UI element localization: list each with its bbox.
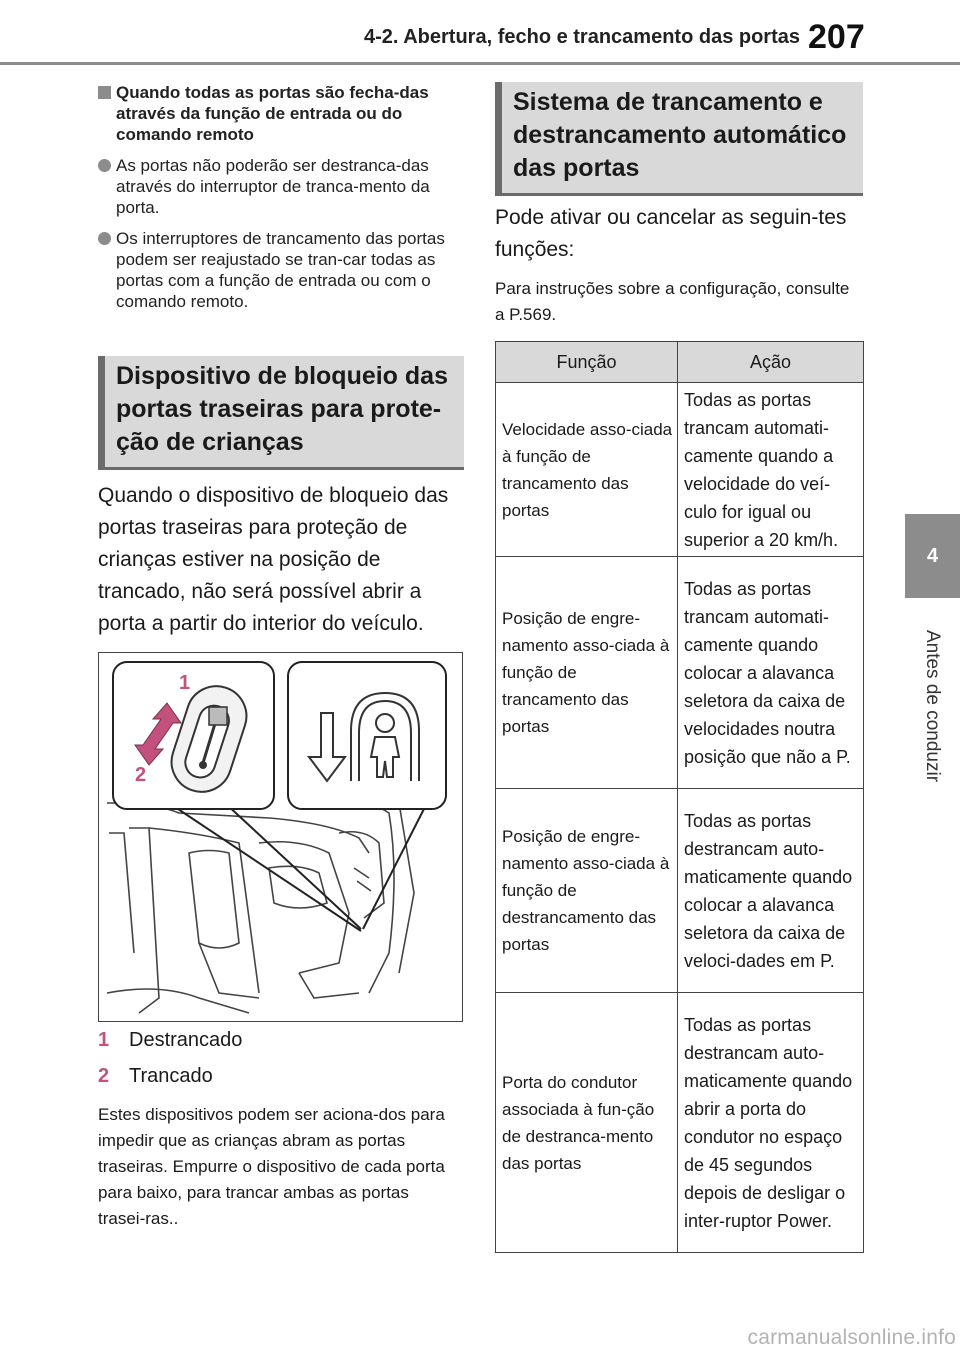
leader-line bbox=[169, 803, 361, 931]
child-lock-intro: Quando o dispositivo de bloqueio das portas traseiras para proteção de crianças estiver na posição de trancado, não será possível abrir a porta a partir do interior do veículo. bbox=[98, 484, 449, 635]
function-cell: Posição de engre-namento asso-ciada à função de destrancamento das portas bbox=[496, 789, 678, 993]
legend-item bbox=[98, 1058, 464, 1094]
child-lock-section-heading: Dispositivo de bloqueio das portas traseiras para prote-ção de crianças bbox=[98, 356, 464, 470]
action-cell: Todas as portas destrancam auto-maticamente quando abrir a porta do condutor no espaço de 45 segundos depois de desligar o inter-ruptor Power. bbox=[678, 993, 864, 1253]
auto-lock-section-heading: Sistema de trancamento e destrancamento automático das portas bbox=[495, 82, 863, 196]
section-title: 4-2. Abertura, fecho e trancamento das portas bbox=[363, 26, 800, 48]
child-lock-heading-wrap bbox=[98, 356, 464, 470]
table-row bbox=[496, 557, 864, 789]
page-number: 207 bbox=[808, 18, 865, 56]
leader-line bbox=[225, 803, 361, 929]
chapter-number: 4 bbox=[926, 544, 939, 567]
bullet-item: As portas não poderão ser destranca-das através do interruptor de tranca-mento da porta. bbox=[98, 155, 464, 218]
door-illustration bbox=[99, 653, 462, 1021]
table-row bbox=[496, 383, 864, 557]
action-cell: Todas as portas trancam automati-camente quando colocar a alavanca seletora da caixa de velocidades noutra posição que não a P. bbox=[678, 557, 864, 789]
auto-lock-intro: Pode ativar ou cancelar as seguin-tes funções: bbox=[495, 206, 847, 261]
table-row bbox=[496, 993, 864, 1253]
legend-num: 1 bbox=[98, 1029, 110, 1051]
function-cell: Velocidade asso-ciada à função de trancamento das portas bbox=[496, 383, 678, 557]
callout-1: 1 bbox=[179, 672, 191, 694]
legend-item bbox=[98, 1022, 464, 1058]
legend-label: Trancado bbox=[129, 1065, 213, 1087]
legend-label: Destrancado bbox=[129, 1029, 243, 1051]
function-cell: Posição de engre-namento asso-ciada à função de trancamento das portas bbox=[496, 557, 678, 789]
table-row bbox=[496, 789, 864, 993]
auto-lock-heading-wrap bbox=[495, 82, 863, 196]
door-sketch bbox=[107, 800, 414, 1013]
leader-line bbox=[363, 799, 429, 929]
figure-legend bbox=[98, 1022, 464, 1094]
chapter-label: Antes de conduzir bbox=[922, 629, 944, 783]
action-cell: Todas as portas destrancam auto-maticamente quando colocar a alavanca seletora da caixa de veloci-dades em P. bbox=[678, 789, 864, 993]
legend-num: 2 bbox=[98, 1065, 110, 1087]
chapter-label-container bbox=[905, 606, 960, 806]
header-rule bbox=[0, 62, 960, 65]
function-table-wrap bbox=[495, 341, 863, 1253]
watermark: carmanualsonline.info bbox=[747, 1326, 956, 1349]
bullet-item: Os interruptores de trancamento das portas podem ser reajustado se tran-car todas as portas com a função de entrada ou com o comando remoto. bbox=[98, 228, 464, 312]
symbol-inset bbox=[288, 662, 446, 809]
function-table bbox=[495, 341, 864, 1253]
child-lock-figure-wrap bbox=[98, 652, 464, 1022]
child-lock-figure bbox=[98, 652, 463, 1022]
action-cell: Todas as portas trancam automati-camente quando a velocidade do veí-culo for igual ou superior a 20 km/h. bbox=[678, 383, 864, 557]
table-header-row bbox=[496, 342, 864, 383]
chapter-tab bbox=[905, 514, 960, 598]
table-header-function: Função bbox=[496, 342, 678, 383]
note-heading: Quando todas as portas são fecha-das através da função de entrada ou do comando remoto bbox=[98, 82, 464, 145]
left-column bbox=[98, 82, 464, 312]
child-lock-note: Estes dispositivos podem ser aciona-dos para impedir que as crianças abram as portas traseiras. Empurre o dispositivo de cada porta para baixo, para trancar ambas as portas trasei-ras.. bbox=[98, 1105, 445, 1228]
auto-lock-instruction: Para instruções sobre a configuração, consulte a P.569. bbox=[495, 279, 850, 324]
function-cell: Porta do condutor associada à fun-ção de destranca-mento das portas bbox=[496, 993, 678, 1253]
callout-2: 2 bbox=[135, 764, 147, 786]
table-header-action: Ação bbox=[678, 342, 864, 383]
